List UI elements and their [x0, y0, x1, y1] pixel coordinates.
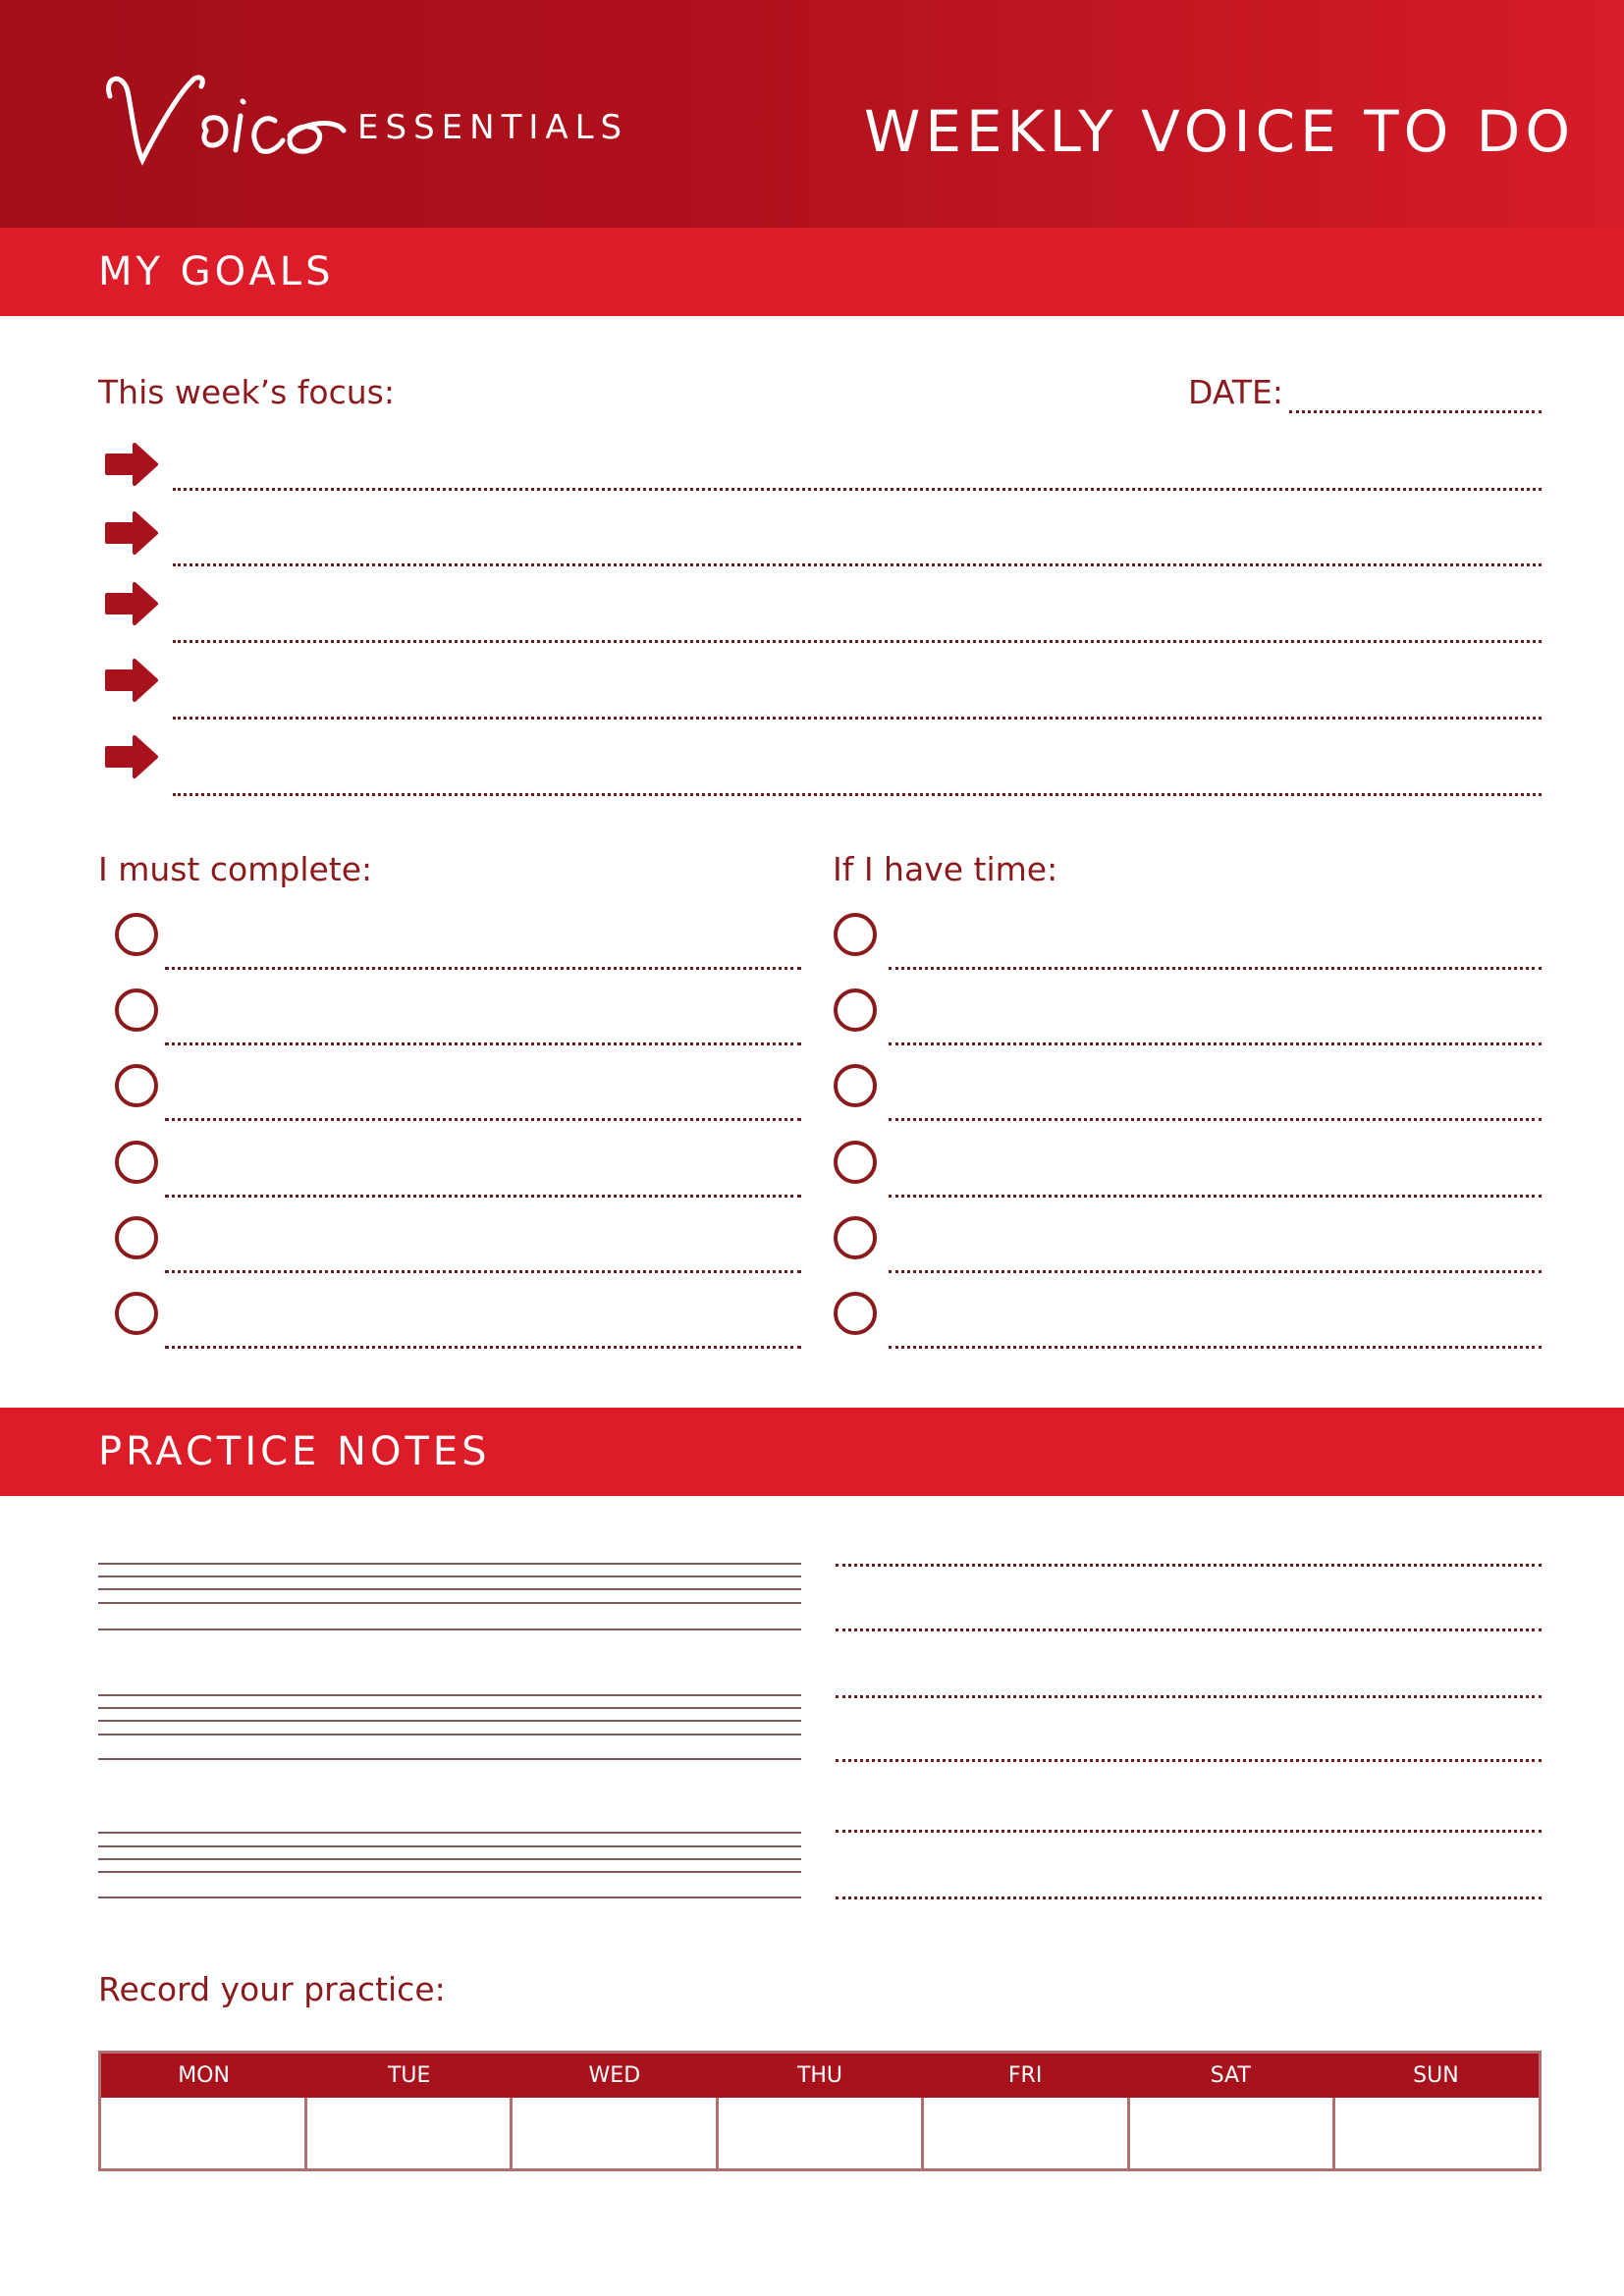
day-sun-cell[interactable]	[1335, 2098, 1539, 2171]
checkbox-circle-icon[interactable]	[834, 1141, 877, 1184]
checkbox-circle-icon[interactable]	[115, 1292, 158, 1335]
checkbox-circle-icon[interactable]	[834, 1292, 877, 1335]
practice-notes-heading: PRACTICE NOTES	[98, 1429, 491, 1474]
day-mon-header: MON	[178, 2063, 230, 2088]
checkbox-circle-icon[interactable]	[115, 1141, 158, 1184]
must-line[interactable]	[165, 1042, 801, 1045]
must-line[interactable]	[165, 1118, 801, 1121]
day-thu-cell[interactable]	[719, 2098, 925, 2171]
day-sat-cell[interactable]	[1130, 2098, 1336, 2171]
time-line[interactable]	[889, 967, 1542, 970]
note-line[interactable]	[836, 1830, 1542, 1833]
tracker-body-row	[101, 2098, 1539, 2171]
my-goals-band	[0, 228, 1624, 316]
must-line[interactable]	[165, 967, 801, 970]
day-sun-header: SUN	[1413, 2063, 1459, 2088]
focus-line[interactable]	[173, 717, 1542, 720]
note-line[interactable]	[836, 1564, 1542, 1567]
checkbox-circle-icon[interactable]	[115, 988, 158, 1032]
must-complete-label: I must complete:	[98, 850, 373, 888]
focus-label: This week’s focus:	[98, 373, 395, 411]
focus-line[interactable]	[173, 563, 1542, 566]
focus-line[interactable]	[173, 488, 1542, 491]
practice-notes-band	[0, 1408, 1624, 1496]
time-line[interactable]	[889, 1042, 1542, 1045]
page-title: WEEKLY VOICE TO DO	[864, 98, 1575, 165]
day-tue-cell[interactable]	[307, 2098, 514, 2171]
record-practice-label: Record your practice:	[98, 1970, 446, 2008]
checkbox-circle-icon[interactable]	[834, 1064, 877, 1107]
if-time-label: If I have time:	[833, 850, 1058, 888]
must-line[interactable]	[165, 1270, 801, 1273]
note-line[interactable]	[836, 1759, 1542, 1762]
must-line[interactable]	[165, 1346, 801, 1349]
arrow-right-icon	[103, 658, 160, 703]
focus-line[interactable]	[173, 640, 1542, 643]
day-mon-cell[interactable]	[101, 2098, 307, 2171]
note-line[interactable]	[836, 1629, 1542, 1631]
checkbox-circle-icon[interactable]	[834, 1216, 877, 1259]
checkbox-circle-icon[interactable]	[115, 1064, 158, 1107]
note-line[interactable]	[836, 1695, 1542, 1698]
checkbox-circle-icon[interactable]	[115, 1216, 158, 1259]
arrow-right-icon	[103, 581, 160, 626]
arrow-right-icon	[103, 442, 160, 487]
focus-line[interactable]	[173, 793, 1542, 796]
checkbox-circle-icon[interactable]	[115, 913, 158, 956]
logo-wordmark: ESSENTIALS	[357, 108, 629, 147]
arrow-right-icon	[103, 734, 160, 779]
day-sat-header: SAT	[1210, 2063, 1251, 2088]
date-field[interactable]	[1289, 410, 1542, 413]
note-line[interactable]	[836, 1896, 1542, 1899]
voice-logo	[98, 57, 353, 175]
time-line[interactable]	[889, 1195, 1542, 1198]
my-goals-heading: MY GOALS	[98, 249, 335, 294]
practice-tracker-table	[98, 2051, 1542, 2171]
day-fri-header: FRI	[1007, 2063, 1043, 2088]
tracker-header-row	[101, 2054, 1539, 2098]
time-line[interactable]	[889, 1270, 1542, 1273]
day-fri-cell[interactable]	[924, 2098, 1130, 2171]
time-line[interactable]	[889, 1118, 1542, 1121]
day-thu-header: THU	[796, 2063, 843, 2088]
day-tue-header: TUE	[387, 2063, 431, 2088]
day-wed-header: WED	[588, 2063, 641, 2088]
checkbox-circle-icon[interactable]	[834, 913, 877, 956]
time-line[interactable]	[889, 1346, 1542, 1349]
date-label: DATE:	[1188, 373, 1283, 411]
checkbox-circle-icon[interactable]	[834, 988, 877, 1032]
arrow-right-icon	[103, 510, 160, 556]
must-line[interactable]	[165, 1195, 801, 1198]
day-wed-cell[interactable]	[513, 2098, 719, 2171]
